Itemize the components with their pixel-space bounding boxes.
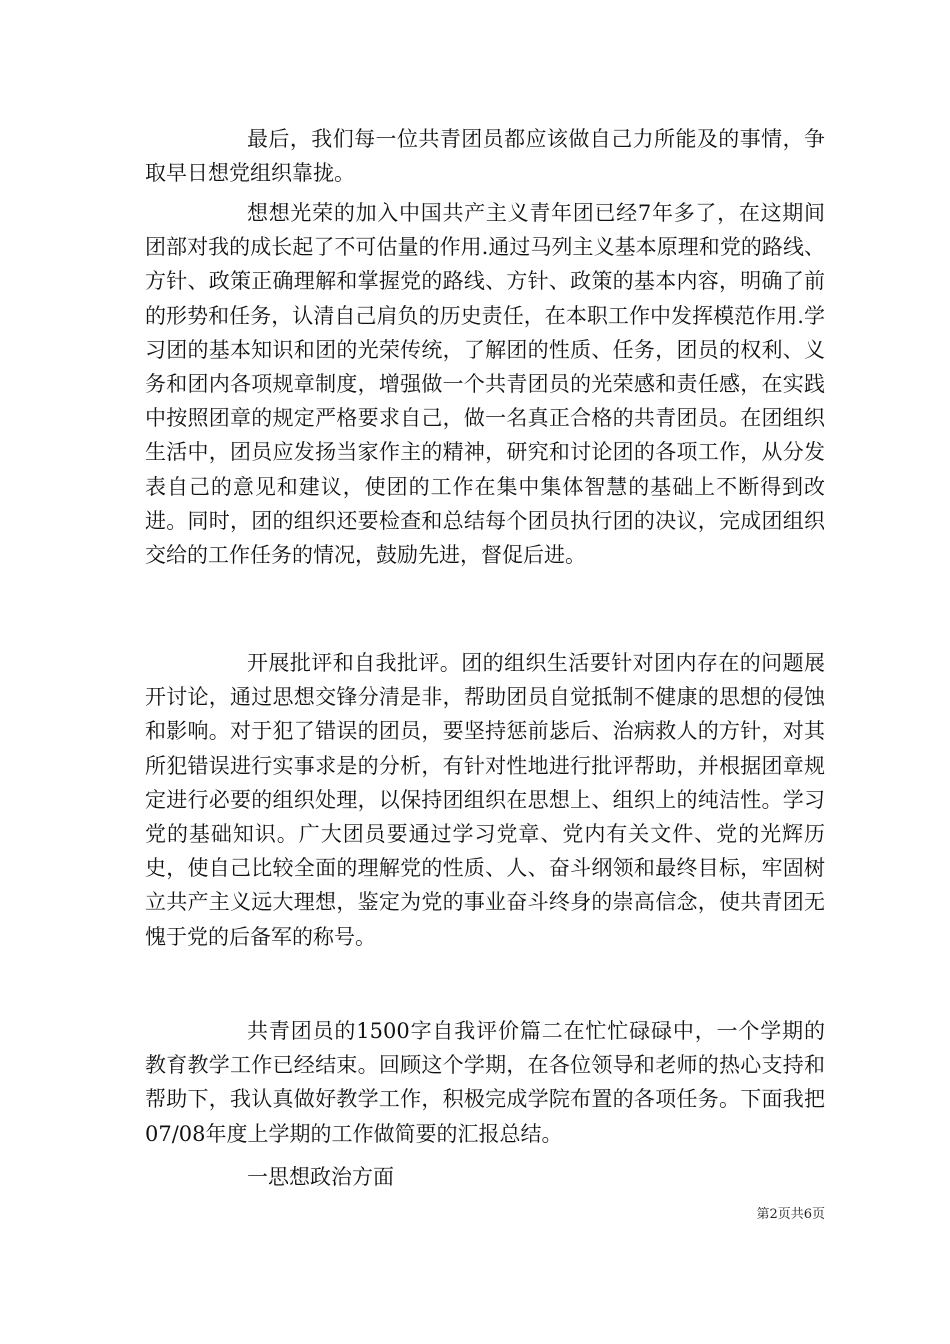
section-heading-political: 一思想政治方面: [247, 1165, 394, 1189]
page-number-footer: 第2页共6页: [756, 1207, 825, 1222]
paragraph-criticism: 开展批评和自我批评。团的组织生活要针对团内存在的问题展开讨论，通过思想交锋分清是非，帮助团员自觉抵制不健康的思想的侵蚀和影响。对于犯了错误的团员，要坚持惩前毖后、治病救人的方针，对其所犯错误进行实事求是的分析，有针对性地进行批评帮助，并根据团章规定进行必要的组织处理，以保持团组织在思想上、组织上的纯洁性。学习党的基础知识。广大团员要通过学习党章、党内有关文件、党的光辉历史，使自己比较全面的理解党的性质、人、奋斗纲领和最终目标，牢固树立共产主义远大理想，鉴定为党的事业奋斗终身的崇高信念，使共青团无愧于党的后备军的称号。: [145, 651, 825, 949]
paragraph-league-membership: 想想光荣的加入中国共产主义青年团已经7年多了，在这期间团部对我的成长起了不可估量的作用.通过马列主义基本原理和党的路线、方针、政策正确理解和掌握党的路线、方针、政策的基本内容，明确了前的形势和任务，认清自己肩负的历史责任，在本职工作中发挥模范作用.学习团的基本知识和团的光荣传统，了解团的性质、任务，团员的权利、义务和团内各项规章制度，增强做一个共青团员的光荣感和责任感，在实践中按照团章的规定严格要求自己，做一名真正合格的共青团员。在团组织生活中，团员应发扬当家作主的精神，研究和讨论团的各项工作，从分发表自己的意见和建议，使团的工作在集中集体智慧的基础上不断得到改进。同时，团的组织还要检查和总结每个团员执行团的决议，完成团组织交给的工作任务的情况，鼓励先进，督促后进。: [145, 201, 825, 568]
paragraph-self-evaluation-intro: 共青团员的1500字自我评价篇二在忙忙碌碌中，一个学期的教育教学工作已经结束。回顾这个学期，在各位领导和老师的热心支持和帮助下，我认真做好教学工作，积极完成学院布置的各项任务。下面我把07/08年度上学期的工作做简要的汇报总结。: [145, 1019, 825, 1146]
paragraph-closing: 最后，我们每一位共青团员都应该做自己力所能及的事情，争取早日想党组织靠拢。: [145, 127, 825, 186]
